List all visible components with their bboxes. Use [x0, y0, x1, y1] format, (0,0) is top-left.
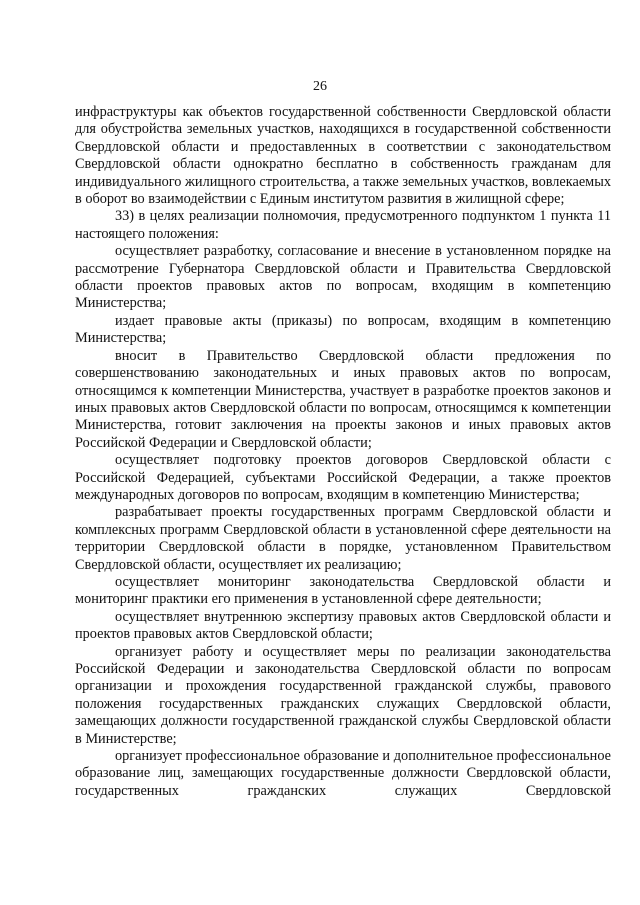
paragraph-9: осуществляет внутреннюю экспертизу правовых актов Свердловской области и проектов правовых актов Свердловской области; [75, 608, 611, 643]
paragraph-4: издает правовые акты (приказы) по вопросам, входящим в компетенцию Министерства; [75, 312, 611, 347]
paragraph-10: организует работу и осуществляет меры по реализации законодательства Российской Федерации и законодательства Свердловской области по вопросам организации и прохождения государственной гражданской службы, правового положения государственных гражданских служащих Свердловской области, замещающих должности государственной гражданской службы Свердловской области в Министерстве; [75, 643, 611, 747]
paragraph-1: инфраструктуры как объектов государственной собственности Свердловской области для обустройства земельных участков, находящихся в государственной собственности Свердловской области и предоставленных в соответствии с законодательством Свердловской области однократно бесплатно в собственность гражданам для индивидуального жилищного строительства, а также земельных участков, вовлекаемых в оборот во взаимодействии с Единым институтом развития в жилищной сфере; [75, 104, 611, 208]
paragraph-8: осуществляет мониторинг законодательства Свердловской области и мониторинг практики его применения в установленной сфере деятельности; [75, 573, 611, 608]
paragraph-11: организует профессиональное образование и дополнительное профессиональное образование лиц, замещающих государственные должности Свердловской области, государственных гражданских служащих Свердловской [75, 748, 611, 799]
paragraph-3: осуществляет разработку, согласование и внесение в установленном порядке на рассмотрение Губернатора Свердловской области и Правительства Свердловской области проектов правовых актов по вопросам, входящим в компетенцию Министерства; [75, 243, 611, 312]
page-number: 26 [313, 79, 327, 94]
paragraph-7: разрабатывает проекты государственных программ Свердловской области и комплексных программ Свердловской области в установленной сфере деятельности на территории Свердловской области в порядке, установленном Правительством Свердловской области, осуществляет их реализацию; [75, 504, 611, 573]
paragraph-2: 33) в целях реализации полномочия, предусмотренного подпунктом 1 пункта 11 настоящего положения: [75, 208, 611, 242]
paragraph-6: осуществляет подготовку проектов договоров Свердловской области с Российской Федерацией, субъектами Российской Федерации, а также проектов международных договоров по вопросам, входящим в компетенцию Министерства; [75, 452, 611, 503]
paragraph-5: вносит в Правительство Свердловской области предложения по совершенствованию законодательных и иных правовых актов по вопросам, относящимся к компетенции Министерства, участвует в разработке проектов законов и иных правовых актов Свердловской области по вопросам, относящимся к компетенции Министерства, готовит заключения на проекты законов и иных правовых актов Российской Федерации и Свердловской области; [75, 347, 611, 451]
document-body [75, 104, 611, 800]
